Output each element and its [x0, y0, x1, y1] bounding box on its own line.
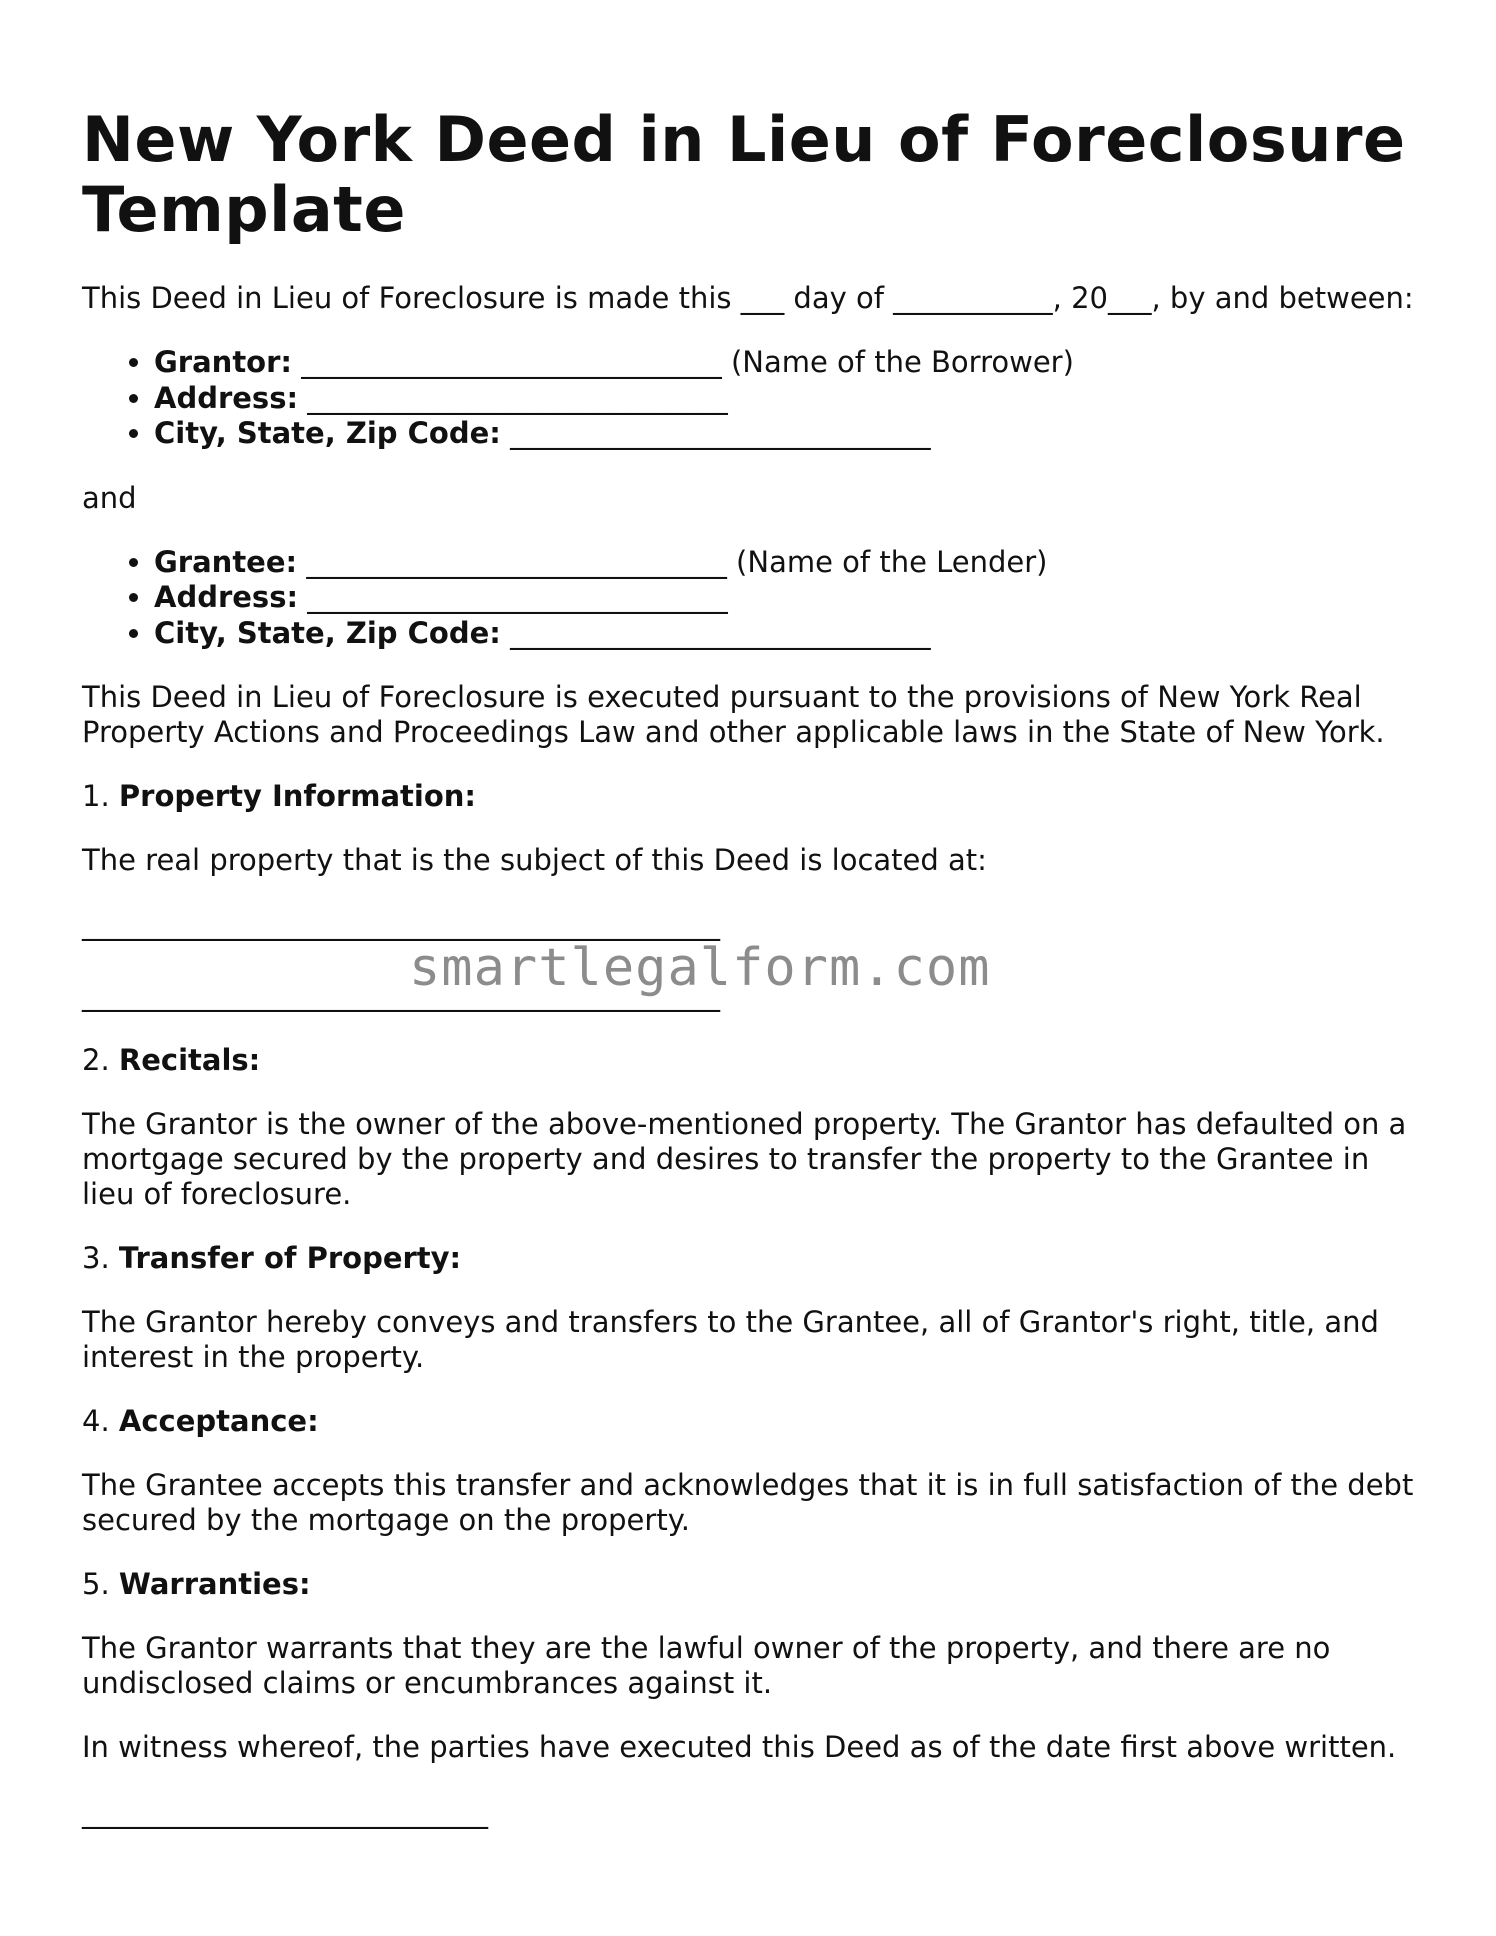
property-address-line-2: ____________________________________________	[82, 978, 720, 1012]
section-2-heading	[82, 1043, 1422, 1078]
watermark: smartlegalform.com	[409, 938, 991, 998]
document-title: New York Deed in Lieu of Foreclosure Template	[82, 103, 1406, 246]
property-address-line-1: ____________________________________________	[82, 907, 720, 941]
section-1-title: Property Information:	[118, 779, 476, 813]
grantee-city-item	[154, 616, 1422, 652]
grantor-city-item	[154, 416, 1422, 452]
grantor-city-label: City, State, Zip Code:	[154, 416, 501, 450]
section-4-body: The Grantee accepts this transfer and acknowledges that it is in full satisfaction of the debt secured by the mortgage on the property.	[82, 1468, 1414, 1537]
grantor-name-label: Grantor:	[154, 345, 293, 379]
section-5-body: The Grantor warrants that they are the lawful owner of the property, and there are no undisclosed claims or encumbrances against it.	[82, 1631, 1331, 1700]
grantor-name-item	[154, 345, 1422, 381]
grantor-address-item	[154, 381, 1422, 417]
grantee-list	[82, 545, 1422, 652]
section-3-title: Transfer of Property:	[118, 1241, 462, 1275]
witness-paragraph: In witness whereof, the parties have executed this Deed as of the date first above written.	[82, 1730, 1397, 1764]
grantee-name-item	[154, 545, 1422, 581]
grantee-city-label: City, State, Zip Code:	[154, 615, 501, 650]
section-5-title: Warranties:	[118, 1567, 311, 1601]
signature-line: ____________________________	[82, 1795, 488, 1829]
section-4-number: 4.	[82, 1404, 119, 1438]
grantor-list	[82, 345, 1422, 452]
pursuant-paragraph: This Deed in Lieu of Foreclosure is executed pursuant to the provisions of New York Real Property Actions and Proceedings Law and other applicable laws in the State of New York.	[82, 680, 1385, 749]
section-4-title: Acceptance:	[118, 1404, 319, 1438]
section-1-number: 1.	[82, 779, 119, 813]
grantee-address-label: Address:	[154, 580, 299, 614]
section-1-body: The real property that is the subject of this Deed is located at:	[82, 843, 987, 877]
intro-paragraph: This Deed in Lieu of Foreclosure is made this ___ day of ___________, 20___, by and between:	[82, 281, 1414, 315]
section-3-number: 3.	[82, 1241, 119, 1275]
section-2-title: Recitals:	[118, 1043, 261, 1077]
section-3-heading	[82, 1241, 1422, 1276]
section-5-number: 5.	[82, 1567, 119, 1601]
grantor-city-blank: _____________________________	[500, 416, 931, 450]
and-text: and	[82, 480, 137, 515]
grantee-name-label: Grantee:	[154, 544, 298, 579]
grantee-address-item	[154, 580, 1422, 616]
section-5-heading	[82, 1567, 1422, 1602]
section-2-number: 2.	[82, 1043, 119, 1077]
grantee-address-blank: _____________________________	[298, 580, 728, 614]
section-2-body: The Grantor is the owner of the above-mentioned property. The Grantor has defaulted on a mortgage secured by the property and desires to transfer the property to the Grantee in lieu of foreclosure.	[82, 1107, 1407, 1211]
grantor-address-label: Address:	[154, 380, 299, 415]
grantor-address-blank: _____________________________	[298, 380, 728, 415]
grantor-name-blank: _____________________________ (Name of the Borrower)	[292, 345, 1074, 379]
section-4-heading	[82, 1404, 1422, 1439]
grantee-name-blank: _____________________________ (Name of the Lender)	[297, 544, 1048, 579]
grantee-city-blank: _____________________________	[500, 615, 931, 650]
section-3-body: The Grantor hereby conveys and transfers to the Grantee, all of Grantor's right, title, and interest in the property.	[82, 1305, 1379, 1374]
section-1-heading	[82, 779, 1422, 814]
